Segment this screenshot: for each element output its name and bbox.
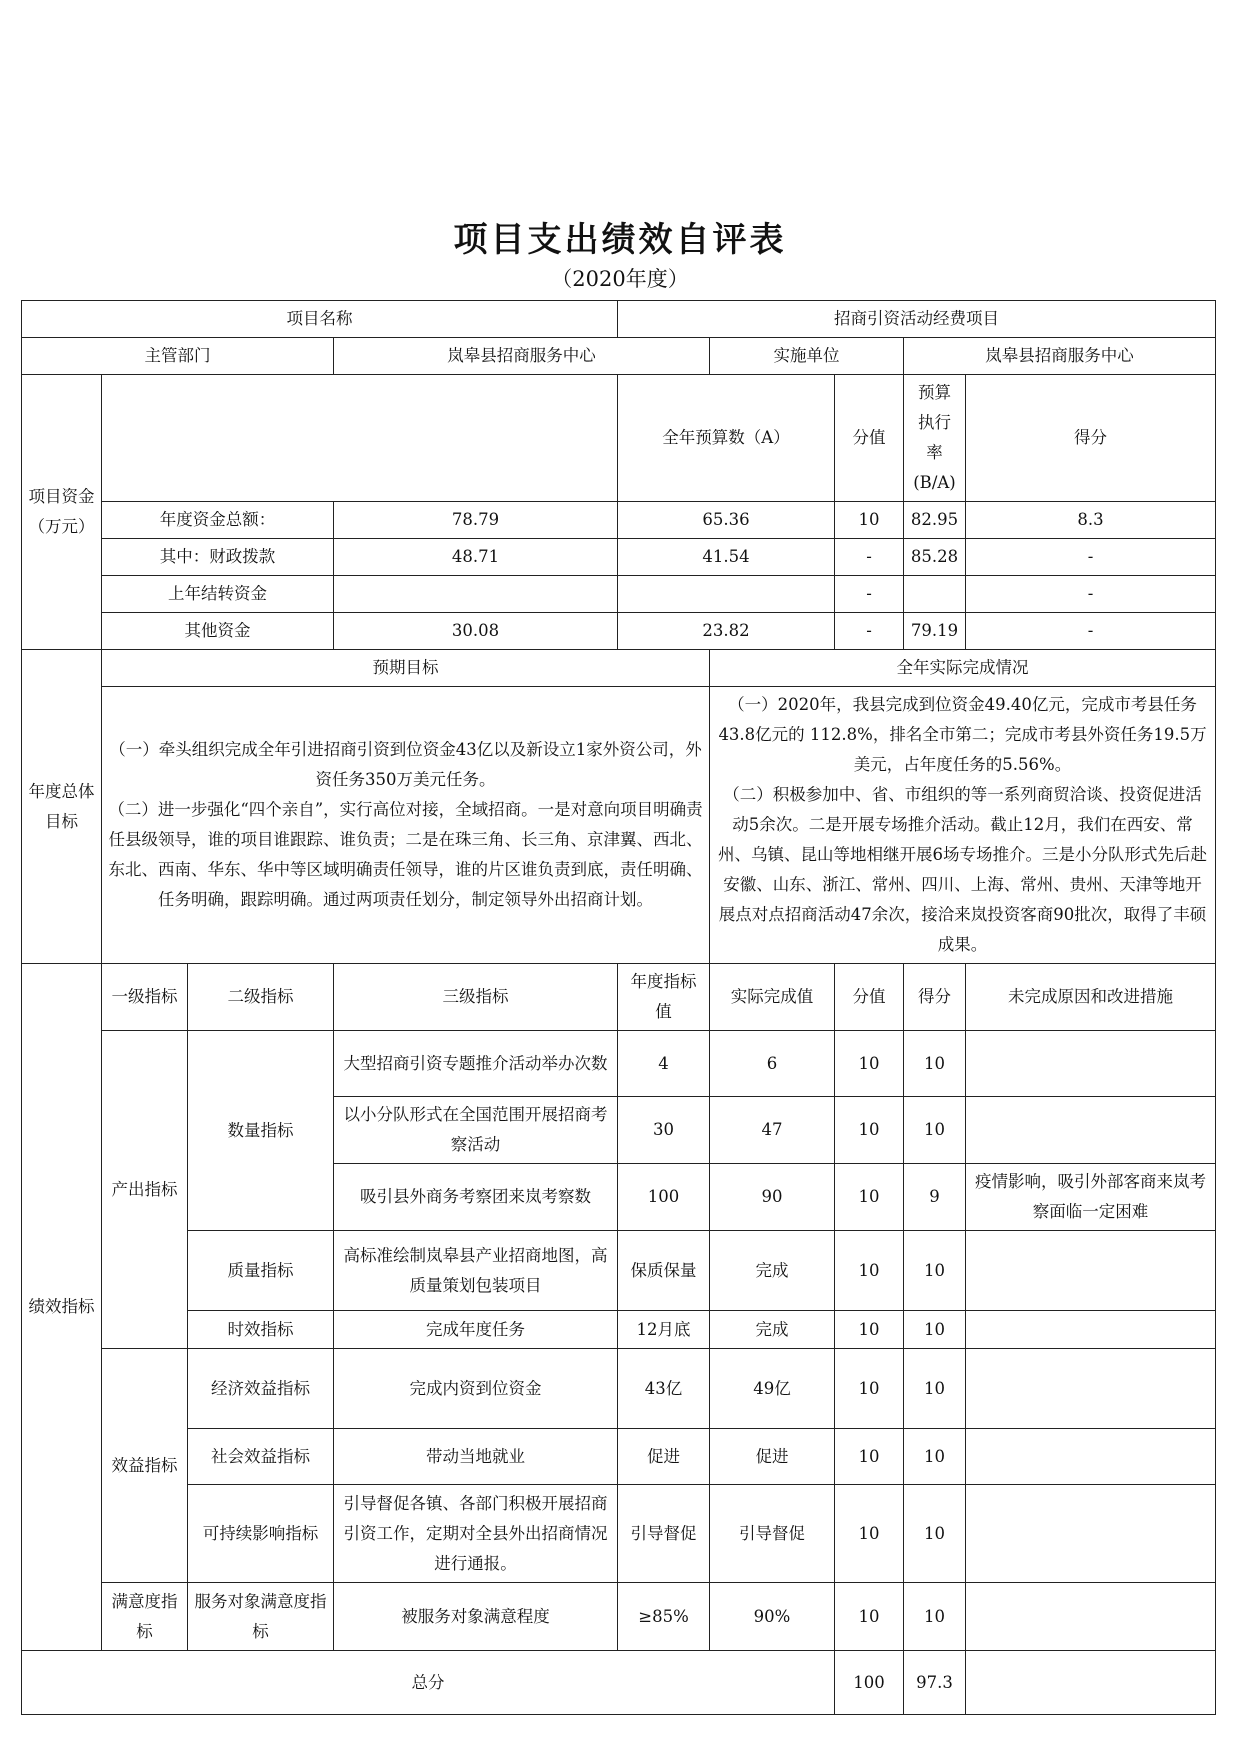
- funds-rate-other: 79.19: [904, 613, 966, 650]
- funds-score-other: -: [966, 613, 1216, 650]
- funds-exec-total: 65.36: [618, 502, 835, 539]
- indicator-actual: 90%: [710, 1583, 835, 1651]
- indicator-weight: 10: [835, 1349, 904, 1429]
- indicator-score: 10: [904, 1429, 966, 1485]
- col-reason-header: 未完成原因和改进措施: [966, 964, 1216, 1031]
- indicator-actual: 47: [710, 1097, 835, 1164]
- indicator-target: 43亿: [618, 1349, 710, 1429]
- quality-indicator-label: 质量指标: [188, 1231, 334, 1311]
- page-title: 项目支出绩效自评表: [453, 220, 787, 260]
- col-level3-header: 三级指标: [334, 964, 618, 1031]
- indicator-actual: 完成: [710, 1231, 835, 1311]
- project-name-value: 招商引资活动经费项目: [618, 301, 1216, 338]
- col-level2-header: 二级指标: [188, 964, 334, 1031]
- indicator-level3: 被服务对象满意程度: [334, 1583, 618, 1651]
- evaluation-table: [21, 300, 1216, 1715]
- indicator-score: 10: [904, 1349, 966, 1429]
- expected-goals-header: 预期目标: [102, 650, 710, 687]
- funds-weight-carryover: -: [835, 576, 904, 613]
- total-reason: [966, 1651, 1216, 1715]
- col-weight-header: 分值: [835, 964, 904, 1031]
- indicator-weight: 10: [835, 1429, 904, 1485]
- dept-label: 主管部门: [22, 338, 334, 375]
- funds-row-label-carryover: 上年结转资金: [102, 576, 334, 613]
- funds-row-label-other: 其他资金: [102, 613, 334, 650]
- funds-budget-total: 78.79: [334, 502, 618, 539]
- indicator-level3: 完成内资到位资金: [334, 1349, 618, 1429]
- funds-weight-total: 10: [835, 502, 904, 539]
- quantity-indicator-label: 数量指标: [188, 1031, 334, 1231]
- funds-weight-other: -: [835, 613, 904, 650]
- col-weight-header: 分值: [835, 375, 904, 502]
- indicator-level3: 吸引县外商务考察团来岚考察数: [334, 1164, 618, 1231]
- indicator-actual: 完成: [710, 1311, 835, 1349]
- actual-completion-header: 全年实际完成情况: [710, 650, 1216, 687]
- indicator-target: 4: [618, 1031, 710, 1097]
- indicator-target: 30: [618, 1097, 710, 1164]
- indicator-reason: [966, 1097, 1216, 1164]
- funds-rate-total: 82.95: [904, 502, 966, 539]
- impl-value: 岚皋县招商服务中心: [904, 338, 1216, 375]
- indicator-target: ≥85%: [618, 1583, 710, 1651]
- actual-completion-paragraph: （一）2020年，我县完成到位资金49.40亿元，完成市考县任务43.8亿元的 112.8%，排名全市第二；完成市考县外资任务19.5万美元，占年度任务的5.56%。: [718, 695, 1207, 774]
- indicator-actual: 引导督促: [710, 1485, 835, 1583]
- indicator-target: 引导督促: [618, 1485, 710, 1583]
- indicators-row-label: 绩效指标: [22, 964, 102, 1651]
- funds-budget-fiscal: 48.71: [334, 539, 618, 576]
- expected-goal-paragraph: （一）牵头组织完成全年引进招商引资到位资金43亿以及新设立1家外资公司，外资任务350万美元任务。: [109, 740, 702, 789]
- satisfaction-indicator-label: 满意度指标: [102, 1583, 188, 1651]
- indicator-target: 保质保量: [618, 1231, 710, 1311]
- goals-row-label: 年度总体目标: [22, 650, 102, 964]
- funds-row-label: 项目资金（万元）: [22, 375, 102, 650]
- indicator-reason: [966, 1583, 1216, 1651]
- indicator-reason: [966, 1231, 1216, 1311]
- indicator-level3: 引导督促各镇、各部门积极开展招商引资工作，定期对全县外出招商情况进行通报。: [334, 1485, 618, 1583]
- benefit-indicator-label: 效益指标: [102, 1349, 188, 1583]
- funds-row-label-fiscal: 其中：财政拨款: [102, 539, 334, 576]
- indicator-weight: 10: [835, 1097, 904, 1164]
- indicator-score: 10: [904, 1097, 966, 1164]
- col-budget-header: 全年预算数（A）: [618, 375, 835, 502]
- indicator-reason: [966, 1349, 1216, 1429]
- indicator-weight: 10: [835, 1583, 904, 1651]
- indicator-weight: 10: [835, 1311, 904, 1349]
- page-subtitle: （2020年度）: [551, 267, 689, 291]
- col-score-header: 得分: [904, 964, 966, 1031]
- impl-label: 实施单位: [710, 338, 904, 375]
- funds-rate-carryover: [904, 576, 966, 613]
- indicator-actual: 促进: [710, 1429, 835, 1485]
- col-rate-header: 预算执行率(B/A): [904, 375, 966, 502]
- expected-goal-paragraph: （二）进一步强化“四个亲自”，实行高位对接，全域招商。一是对意向项目明确责任县级领导，谁的项目谁跟踪、谁负责；二是在珠三角、长三角、京津翼、西北、东北、西南、华东、华中等区域明确责任领导，谁的片区谁负责到底，责任明确、任务明确，跟踪明确。通过两项责任划分，制定领导外出招商计划。: [108, 800, 703, 909]
- indicator-weight: 10: [835, 1164, 904, 1231]
- economic-indicator-label: 经济效益指标: [188, 1349, 334, 1429]
- social-indicator-label: 社会效益指标: [188, 1429, 334, 1485]
- indicator-actual: 6: [710, 1031, 835, 1097]
- total-weight: 100: [835, 1651, 904, 1715]
- indicator-weight: 10: [835, 1031, 904, 1097]
- funds-budget-other: 30.08: [334, 613, 618, 650]
- indicator-reason: 疫情影响，吸引外部客商来岚考察面临一定困难: [966, 1164, 1216, 1231]
- indicator-target: 100: [618, 1164, 710, 1231]
- sustainability-indicator-label: 可持续影响指标: [188, 1485, 334, 1583]
- total-label: 总分: [22, 1651, 835, 1715]
- indicator-weight: 10: [835, 1485, 904, 1583]
- col-target-header: 年度指标值: [618, 964, 710, 1031]
- indicator-score: 10: [904, 1583, 966, 1651]
- output-indicator-label: 产出指标: [102, 1031, 188, 1349]
- funds-exec-fiscal: 41.54: [618, 539, 835, 576]
- service-satisfaction-label: 服务对象满意度指标: [188, 1583, 334, 1651]
- indicator-weight: 10: [835, 1231, 904, 1311]
- indicator-actual: 90: [710, 1164, 835, 1231]
- actual-completion-text: [710, 687, 1216, 964]
- total-score: 97.3: [904, 1651, 966, 1715]
- funds-score-total: 8.3: [966, 502, 1216, 539]
- funds-exec-other: 23.82: [618, 613, 835, 650]
- project-name-label: 项目名称: [22, 301, 618, 338]
- funds-score-carryover: -: [966, 576, 1216, 613]
- indicator-reason: [966, 1031, 1216, 1097]
- indicator-score: 10: [904, 1485, 966, 1583]
- indicator-actual: 49亿: [710, 1349, 835, 1429]
- indicator-target: 促进: [618, 1429, 710, 1485]
- actual-completion-paragraph: （二）积极参加中、省、市组织的等一系列商贸洽谈、投资促进活动5余次。二是开展专场推介活动。截止12月，我们在西安、常州、乌镇、昆山等地相继开展6场专场推介。三是小分队形式先后赴安徽、山东、浙江、常州、四川、上海、常州、贵州、天津等地开展点对点招商活动47余次，接洽来岚投资客商90批次，取得了丰硕成果。: [718, 785, 1208, 954]
- funds-budget-carryover: [334, 576, 618, 613]
- funds-score-fiscal: -: [966, 539, 1216, 576]
- indicator-level3: 高标准绘制岚皋县产业招商地图，高质量策划包装项目: [334, 1231, 618, 1311]
- col-actual-header: 实际完成值: [710, 964, 835, 1031]
- funds-weight-fiscal: -: [835, 539, 904, 576]
- funds-exec-carryover: [618, 576, 835, 613]
- dept-value: 岚皋县招商服务中心: [334, 338, 710, 375]
- timeliness-indicator-label: 时效指标: [188, 1311, 334, 1349]
- expected-goals-text: [102, 687, 710, 964]
- indicator-reason: [966, 1429, 1216, 1485]
- indicator-level3: 以小分队形式在全国范围开展招商考察活动: [334, 1097, 618, 1164]
- indicator-level3: 带动当地就业: [334, 1429, 618, 1485]
- indicator-score: 9: [904, 1164, 966, 1231]
- col-score-header: 得分: [966, 375, 1216, 502]
- col-level1-header: 一级指标: [102, 964, 188, 1031]
- funds-rate-fiscal: 85.28: [904, 539, 966, 576]
- funds-row-label-total: 年度资金总额：: [102, 502, 334, 539]
- indicator-level3: 大型招商引资专题推介活动举办次数: [334, 1031, 618, 1097]
- indicator-reason: [966, 1485, 1216, 1583]
- indicator-score: 10: [904, 1031, 966, 1097]
- indicator-target: 12月底: [618, 1311, 710, 1349]
- indicator-score: 10: [904, 1231, 966, 1311]
- indicator-reason: [966, 1311, 1216, 1349]
- indicator-score: 10: [904, 1311, 966, 1349]
- funds-header-blank: [102, 375, 618, 502]
- indicator-level3: 完成年度任务: [334, 1311, 618, 1349]
